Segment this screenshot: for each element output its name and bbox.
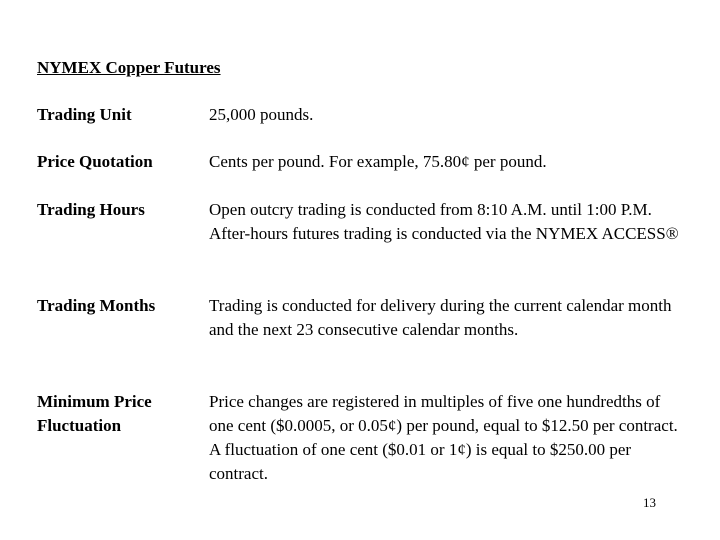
spec-value: 25,000 pounds. <box>209 105 314 124</box>
spec-value: Trading is conducted for delivery during the current calendar month and the next 23 consecutive calendar months. <box>209 296 672 339</box>
spec-value: Open outcry trading is conducted from 8:10 A.M. until 1:00 P.M. After-hours futures trading is conducted via the NYMEX ACCESS® <box>209 200 679 243</box>
spec-label: Price Quotation <box>37 152 153 171</box>
spec-label: Trading Hours <box>37 200 145 219</box>
page-title: NYMEX Copper Futures <box>37 58 221 77</box>
spec-value: Price changes are registered in multiples of five one hundredths of one cent ($0.0005, or 0.05¢) per pound, equal to $12.50 per contract. A fluctuation of one cent ($0.01 or 1¢) is equal to $250.00 per contract. <box>209 392 678 483</box>
spec-label: Trading Months <box>37 296 156 315</box>
spec-label: Trading Unit <box>37 105 132 124</box>
page-number: 13 <box>643 495 656 510</box>
spec-value: Cents per pound. For example, 75.80¢ per pound. <box>209 152 547 171</box>
spec-label: Minimum Price Fluctuation <box>37 392 152 435</box>
